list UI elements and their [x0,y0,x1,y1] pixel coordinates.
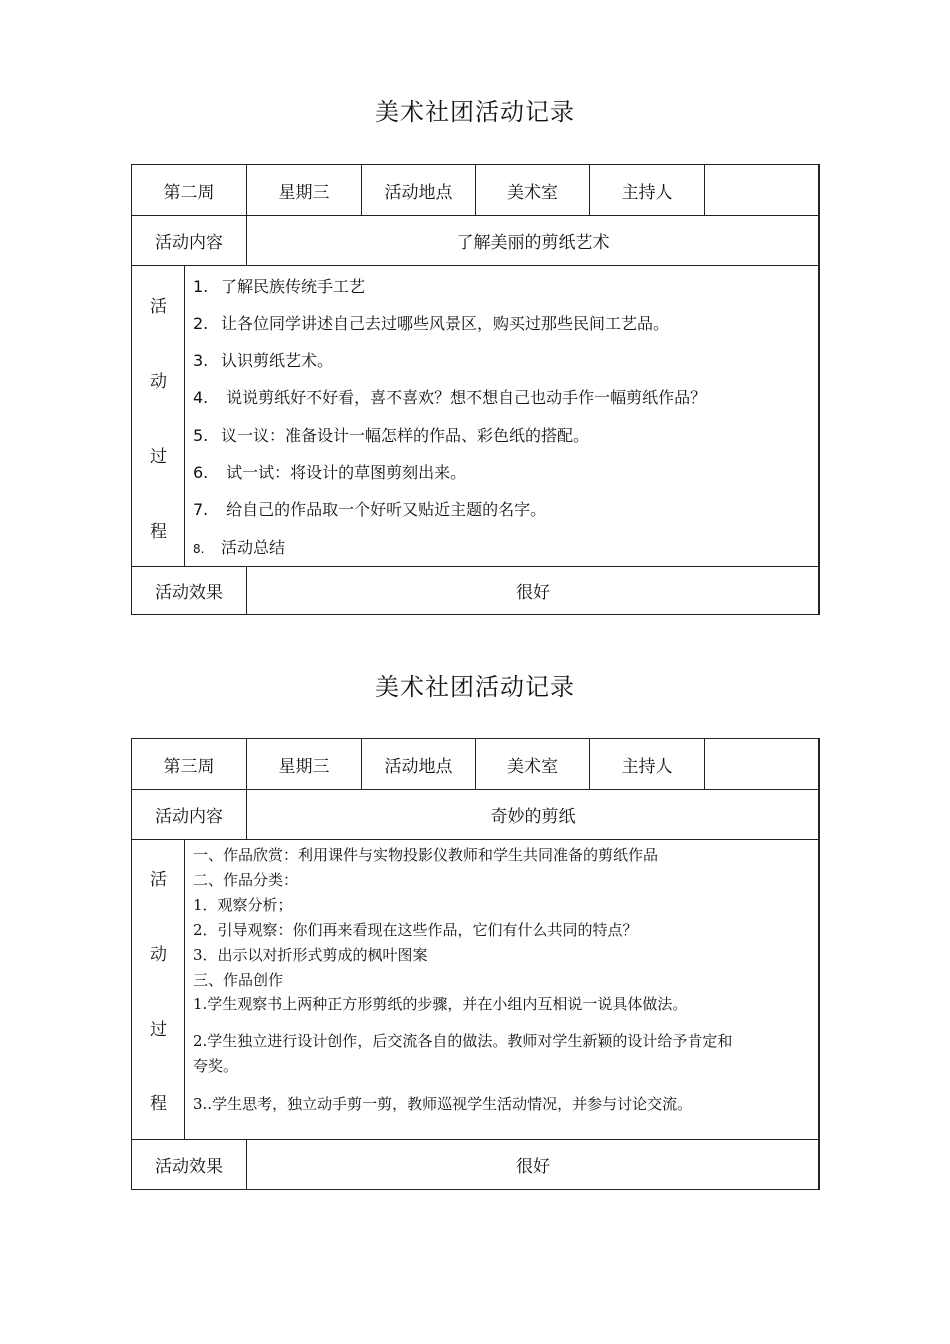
process-line: 3..学生思考，独立动手剪一剪，教师巡视学生活动情况，并参与讨论交流。 [193,1095,693,1113]
content-row [132,216,818,266]
process-step [193,460,466,483]
process-line: 1.学生观察书上两种正方形剪纸的步骤，并在小组内互相说一说具体做法。 [193,995,688,1013]
effect-cell: 很好 [516,1157,550,1177]
process-line: 二、作品分类： [193,871,299,889]
week-cell: 第二周 [132,165,247,215]
process-line: 1．观察分析； [193,896,293,914]
step-text: 认识剪纸艺术。 [221,351,334,370]
step-number: 5. [193,426,209,445]
process-char: 活 [150,297,167,317]
step-text: 议一议：准备设计一幅怎样的作品、彩色纸的搭配。 [221,426,590,445]
weekday-cell: 星期三 [247,739,362,789]
process-step [193,274,365,297]
process-line: 2.学生独立进行设计创作，后交流各自的做法。教师对学生新颖的设计给予肯定和 [193,1032,733,1050]
process-char: 过 [150,447,167,467]
process-step [193,385,706,408]
process-step [193,348,333,371]
header-row [132,165,818,216]
record-2-title: 美术社团活动记录 [375,673,575,701]
process-row [132,840,818,1140]
location-label-cell: 活动地点 [362,165,476,215]
record-1-title: 美术社团活动记录 [375,98,575,126]
process-label [132,840,185,1139]
process-char: 过 [150,1020,167,1040]
step-number: 8. [193,542,205,556]
step-text: 活动总结 [221,538,286,557]
content-row [132,790,818,840]
step-number: 7. [193,500,209,519]
process-char: 动 [150,372,167,392]
week-cell: 第三周 [132,739,247,789]
host-label-cell: 主持人 [590,739,705,789]
step-text: 了解民族传统手工艺 [221,277,366,296]
step-text: 试一试：将设计的草图剪刻出来。 [221,463,467,482]
header-row [132,739,818,790]
effect-label-cell: 活动效果 [132,567,247,614]
content-cell: 了解美丽的剪纸艺术 [456,233,610,253]
effect-row [132,1140,818,1189]
weekday-cell: 星期三 [247,165,362,215]
step-number: 3. [193,351,209,370]
step-text: 说说剪纸好不好看，喜不喜欢？想不想自己也动手作一幅剪纸作品？ [221,388,707,407]
content-cell: 奇妙的剪纸 [490,807,576,827]
content-label-cell: 活动内容 [132,216,247,265]
process-label [132,266,185,566]
step-number: 2. [193,314,209,333]
effect-label-cell: 活动效果 [132,1140,247,1189]
record-1-table [131,164,820,615]
process-char: 活 [150,870,167,890]
process-line: 2．引导观察：你们再来看现在这些作品，它们有什么共同的特点？ [193,921,638,939]
location-cell: 美术室 [476,739,590,789]
process-char: 程 [150,522,167,542]
process-char: 程 [150,1094,167,1114]
process-char: 动 [150,945,167,965]
process-line: 3．出示以对折形式剪成的枫叶图案 [193,946,428,964]
process-step [193,497,546,520]
record-2-table [131,738,820,1190]
process-step [193,535,285,558]
step-text: 让各位同学讲述自己去过哪些风景区，购买过那些民间工艺品。 [221,314,670,333]
process-line: 三、作品创作 [193,971,284,989]
effect-row [132,567,818,614]
location-label-cell: 活动地点 [362,739,476,789]
process-step [193,423,589,446]
host-label-cell: 主持人 [590,165,705,215]
process-step [193,311,669,334]
content-label-cell: 活动内容 [132,790,247,839]
host-cell [705,739,819,789]
host-cell [705,165,819,215]
step-text: 给自己的作品取一个好听又贴近主题的名字。 [221,500,547,519]
step-number: 4. [193,388,209,407]
process-row [132,266,818,567]
process-line: 一、作品欣赏：利用课件与实物投影仪教师和学生共同准备的剪纸作品 [193,846,659,864]
step-number: 6. [193,463,209,482]
step-number: 1. [193,277,209,296]
effect-cell: 很好 [516,583,550,603]
process-line: 夸奖。 [193,1057,239,1075]
location-cell: 美术室 [476,165,590,215]
